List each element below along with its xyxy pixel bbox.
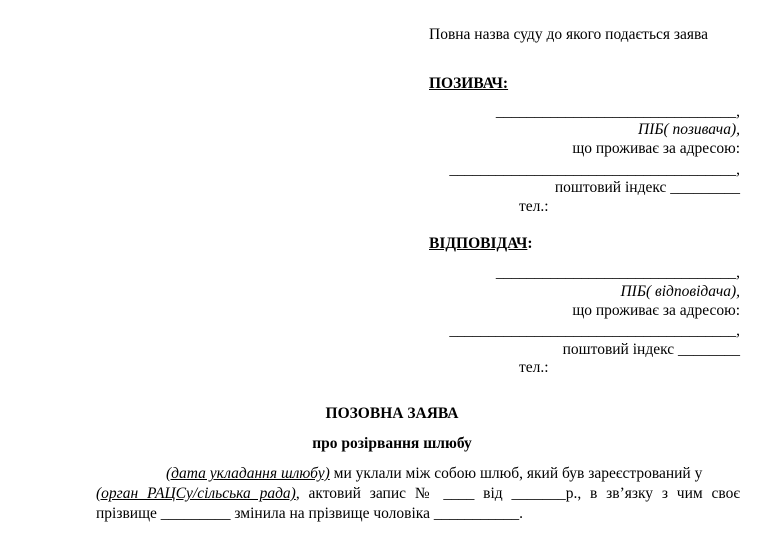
defendant-address-label: що проживає за адресою: [572, 302, 740, 319]
marriage-date-hint: (дата укладання шлюбу) [166, 465, 330, 482]
plaintiff-name-blank: _______________________________, [495, 103, 740, 120]
plaintiff-name-hint: ПІБ( позивача), [638, 121, 740, 138]
body-line-1 [166, 465, 702, 483]
body-line-3: прізвище _________ змінила на прізвище чоловіка ___________. [96, 505, 523, 522]
defendant-phone: тел.: [519, 359, 549, 376]
document-title: ПОЗОВНА ЗАЯВА [325, 405, 459, 422]
registry-office-hint: (орган РАЦСу/сільська рада) [96, 485, 296, 502]
plaintiff-phone: тел.: [519, 198, 549, 215]
plaintiff-address-blank: _____________________________________, [449, 161, 740, 178]
defendant-address-blank: _____________________________________, [449, 322, 740, 339]
body-line-2 [96, 485, 740, 503]
body-line-1-text: ми уклали між собою шлюб, який був зареєстрований у [329, 465, 703, 482]
defendant-label [429, 235, 533, 253]
plaintiff-postal-code: поштовий індекс _________ [554, 179, 740, 196]
body-line-2-text: , актовий запис № ____ від _______р., в зв’язку з чим своє [295, 485, 740, 502]
plaintiff-label: ПОЗИВАЧ: [429, 75, 509, 92]
defendant-name-blank: _______________________________, [495, 264, 740, 281]
plaintiff-address-label: що проживає за адресою: [572, 140, 740, 157]
document-subtitle: про розірвання шлюбу [312, 435, 472, 452]
court-heading: Повна назва суду до якого подається заява [429, 26, 709, 43]
defendant-name-hint: ПІБ( відповідача), [620, 283, 740, 300]
defendant-label-colon: : [527, 235, 533, 252]
defendant-label-text: ВІДПОВІДАЧ [429, 235, 528, 252]
defendant-postal-code: поштовий індекс ________ [562, 341, 740, 358]
